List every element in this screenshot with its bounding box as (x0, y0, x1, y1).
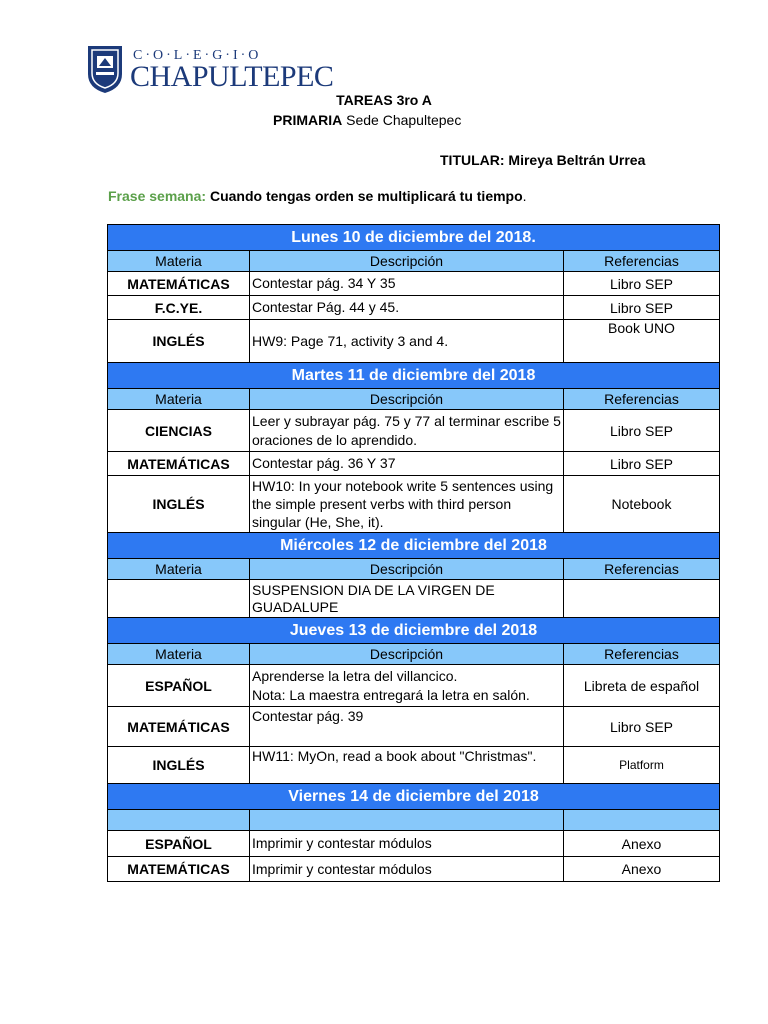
level-bold: PRIMARIA (273, 112, 343, 128)
materia-cell (108, 580, 250, 618)
day-title: Jueves 13 de diciembre del 2018 (108, 618, 720, 644)
day-title: Viernes 14 de diciembre del 2018 (108, 784, 720, 810)
level-line (273, 112, 461, 128)
level-rest: Sede Chapultepec (342, 112, 462, 128)
frase-end: . (522, 188, 527, 204)
referencia-cell: Libro SEP (564, 410, 720, 452)
table-row (108, 320, 720, 363)
descripcion-cell: Leer y subrayar pág. 75 y 77 al terminar escribe 5 oraciones de lo aprendido. (250, 410, 564, 452)
school-crest-icon (86, 44, 124, 94)
descripcion-cell (250, 665, 564, 707)
table-row (108, 580, 720, 618)
col-referencias: Referencias (564, 389, 720, 410)
descripcion-cell: SUSPENSION DIA DE LA VIRGEN DE GUADALUPE (250, 580, 564, 618)
materia-cell: ESPAÑOL (108, 831, 250, 857)
frase-label: Frase semana: (108, 188, 207, 204)
referencia-cell: Libro SEP (564, 272, 720, 296)
empty-header-cell (108, 810, 250, 831)
referencia-cell: Libro SEP (564, 707, 720, 747)
day-title: Miércoles 12 de diciembre del 2018 (108, 533, 720, 559)
referencia-cell: Platform (564, 747, 720, 784)
frase-line (108, 188, 527, 204)
logo-top-text: C·O·L·E·G·I·O (133, 48, 262, 63)
table-row (108, 452, 720, 476)
col-materia: Materia (108, 559, 250, 580)
day-header (108, 533, 720, 559)
descripcion-cell: HW10: In your notebook write 5 sentences using the simple present verbs with third person singular (He, She, it). (250, 476, 564, 533)
table-row (108, 857, 720, 882)
column-header-row (108, 389, 720, 410)
referencia-cell (564, 580, 720, 618)
referencia-cell: Book UNO (564, 320, 720, 363)
materia-cell: INGLÉS (108, 747, 250, 784)
materia-cell: CIENCIAS (108, 410, 250, 452)
col-referencias: Referencias (564, 251, 720, 272)
materia-cell: INGLÉS (108, 320, 250, 363)
homework-table (107, 224, 720, 882)
referencia-cell: Anexo (564, 857, 720, 882)
col-referencias: Referencias (564, 644, 720, 665)
referencia-cell: Libro SEP (564, 452, 720, 476)
col-materia: Materia (108, 644, 250, 665)
column-header-row (108, 644, 720, 665)
day-header (108, 618, 720, 644)
descripcion-cell: HW11: MyOn, read a book about "Christmas". (250, 747, 564, 784)
descripcion-cell: Imprimir y contestar módulos (250, 857, 564, 882)
table-row (108, 272, 720, 296)
descripcion-cell: Contestar Pág. 44 y 45. (250, 296, 564, 320)
descripcion-cell: Imprimir y contestar módulos (250, 831, 564, 857)
day-header (108, 784, 720, 810)
descripcion-line: Nota: La maestra entregará la letra en salón. (252, 686, 530, 703)
empty-header-cell (564, 810, 720, 831)
empty-header-cell (250, 810, 564, 831)
column-header-row-empty (108, 810, 720, 831)
table-row (108, 747, 720, 784)
descripcion-cell: Contestar pág. 36 Y 37 (250, 452, 564, 476)
materia-cell: F.C.YE. (108, 296, 250, 320)
descripcion-cell: HW9: Page 71, activity 3 and 4. (250, 320, 564, 363)
school-logo (86, 44, 334, 98)
referencia-cell: Libro SEP (564, 296, 720, 320)
table-row (108, 410, 720, 452)
col-descripcion: Descripción (250, 559, 564, 580)
day-header (108, 363, 720, 389)
col-descripcion: Descripción (250, 389, 564, 410)
materia-cell: MATEMÁTICAS (108, 452, 250, 476)
descripcion-cell: Contestar pág. 39 (250, 707, 564, 747)
column-header-row (108, 559, 720, 580)
column-header-row (108, 251, 720, 272)
referencia-cell: Notebook (564, 476, 720, 533)
materia-cell: ESPAÑOL (108, 665, 250, 707)
descripcion-cell: Contestar pág. 34 Y 35 (250, 272, 564, 296)
materia-cell: MATEMÁTICAS (108, 707, 250, 747)
materia-cell: INGLÉS (108, 476, 250, 533)
day-title: Martes 11 de diciembre del 2018 (108, 363, 720, 389)
page-title: TAREAS 3ro A (336, 92, 432, 108)
frase-text: Cuando tengas orden se multiplicará tu tiempo (209, 188, 523, 204)
day-header (108, 225, 720, 251)
table-row (108, 831, 720, 857)
col-descripcion: Descripción (250, 644, 564, 665)
materia-cell: MATEMÁTICAS (108, 857, 250, 882)
logo-main-text: CHAPULTEPEC (130, 60, 334, 93)
referencia-cell: Libreta de español (564, 665, 720, 707)
col-descripcion: Descripción (250, 251, 564, 272)
col-materia: Materia (108, 251, 250, 272)
table-row (108, 665, 720, 707)
titular-line: TITULAR: Mireya Beltrán Urrea (440, 152, 646, 168)
col-referencias: Referencias (564, 559, 720, 580)
descripcion-line: Aprenderse la letra del villancico. (252, 667, 458, 684)
materia-cell: MATEMÁTICAS (108, 272, 250, 296)
table-row (108, 707, 720, 747)
col-materia: Materia (108, 389, 250, 410)
day-title: Lunes 10 de diciembre del 2018. (108, 225, 720, 251)
referencia-cell: Anexo (564, 831, 720, 857)
table-row (108, 476, 720, 533)
table-row (108, 296, 720, 320)
